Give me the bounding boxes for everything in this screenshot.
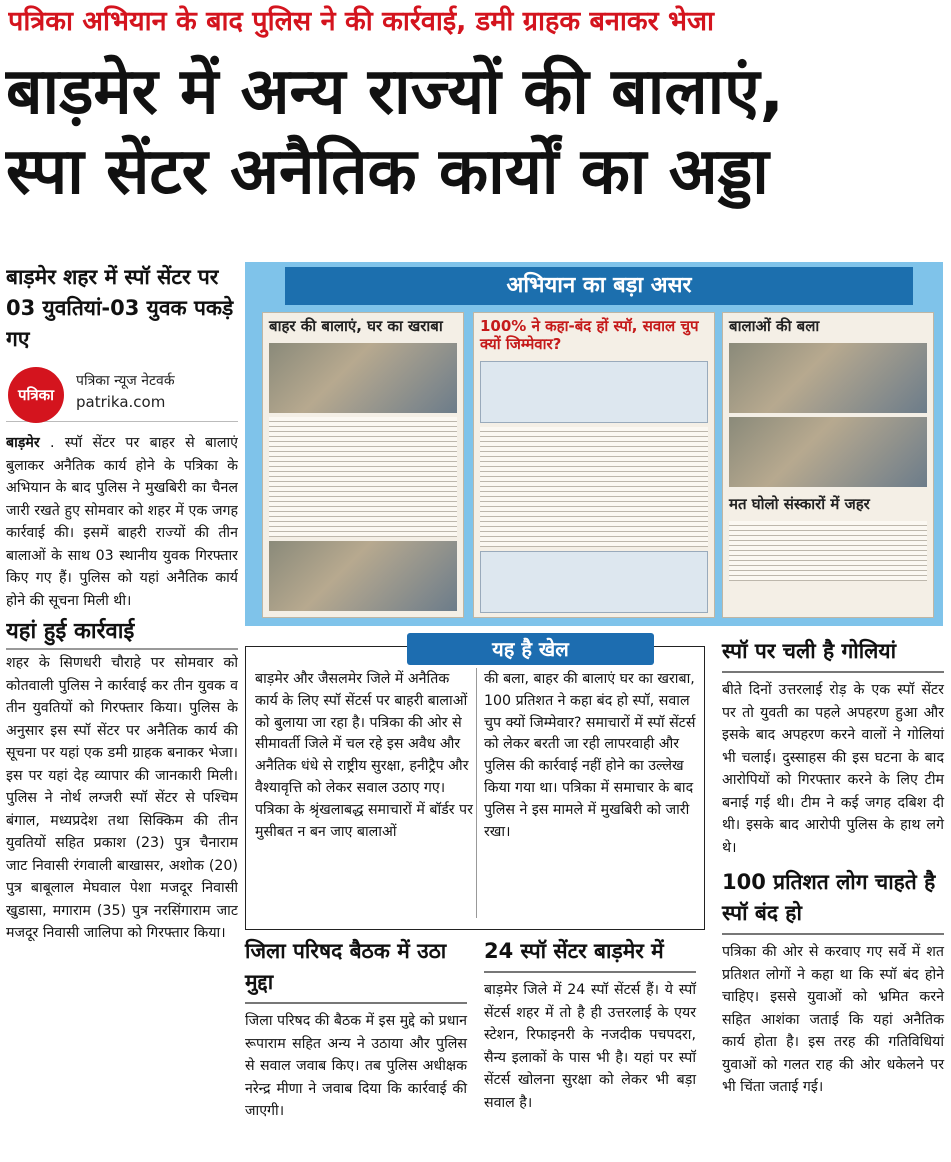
bottom-mid-head: 24 स्पॉ सेंटर बाड़मेर में: [484, 939, 664, 963]
divider: [722, 671, 944, 673]
collage-title: अभियान का बड़ा असर: [285, 267, 913, 305]
bottom-mid-story: [484, 936, 696, 1114]
bottom-left-head: जिला परिषद बैठक में उठा मुद्दा: [245, 939, 447, 994]
clipping-2-text-lines: [480, 427, 708, 547]
clipping-2-survey-box: [480, 361, 708, 423]
column-divider: [476, 668, 477, 918]
intro-text: . स्पॉ सेंटर पर बाहर से बालाएं बुलाकर अनैतिक कार्य होने के पत्रिका के अभियान के बाद पुलिस ने मुखबिरी का चैनल जारी रखते हुए सोमवार को शहर में एक जगह कार्रवाई की। इसमें बाहरी राज्यों की तीन बालाओं के साथ 03 स्थानीय युवक गिरफ्तार किए गए हैं। पुलिस को यहां अनैतिक कार्य होने की सूचना मिली थी।: [6, 435, 238, 609]
clipping-1-photo-2: [269, 541, 457, 611]
divider: [484, 971, 696, 973]
byline-site[interactable]: patrika.com: [76, 393, 166, 411]
left-column: [6, 262, 238, 1158]
right-column: [722, 636, 944, 1099]
centre-box-label: यह है खेल: [407, 633, 654, 665]
clipping-3-text-lines: [729, 521, 927, 581]
clipping-1: [262, 312, 464, 618]
main-headline: [6, 52, 946, 212]
clipping-2-head: 100% ने कहा-बंद हों स्पॉ, सवाल चुप क्यों जिम्मेवार?: [480, 317, 699, 353]
divider: [722, 933, 944, 935]
bottom-mid-text: बाड़मेर जिले में 24 स्पॉ सेंटर्स हैं। ये स्पॉ सेंटर्स शहर में तो है ही उत्तरलाई के एयर स्टेशन, रिफाइनरी के नजदीक पचपदरा, सैन्य इलाकों के पास भी है। यहां पर स्पॉ सेंटर्स खोलना सुरक्षा को लेकर भी बड़ा सवाल है।: [484, 982, 696, 1111]
kicker-line: पत्रिका अभियान के बाद पुलिस ने की कार्रवाई, डमी ग्राहक बनाकर भेजा: [8, 6, 715, 37]
intro-paragraph: [6, 432, 238, 612]
clipping-2-box-2: [480, 551, 708, 613]
right-text-2: पत्रिका की ओर से करवाए गए सर्वे में शत प्रतिशत लोगों ने कहा था कि स्पॉ बंद होने चाहिए। इससे युवाओं को भ्रमित करने सहित आशंका जताई कि यहां अनैतिक कार्य होता है। इस तरह की गतिविधियां युवाओं को गलत राह की ओर धकेलने पर भी चिंता जताई गई।: [722, 944, 944, 1095]
byline: [6, 365, 238, 422]
left-subhead: बाड़मेर शहर में स्पॉ सेंटर पर 03 युवतियां-03 युवक पकड़े गए: [6, 265, 234, 351]
right-text-1: बीते दिनों उत्तरलाई रोड़ के एक स्पॉ सेंटर पर तो युवती का पहले अपहरण हुआ और इसके बाद अपहरण करने वालों ने गोलियां भी चलाई। दुस्साहस की इस घटना के बाद आरोपियों को गिरफ्तार करने के लिए टीम बनाई गई थी। टीम ने कई जगह दबिश दी थी। इसके बाद आरोपी पुलिस के हाथ लगे थे।: [722, 682, 944, 856]
clipping-1-text-lines: [269, 417, 457, 537]
clipping-3-subhead: मत घोलो संस्कारों में जहर: [729, 495, 870, 513]
clipping-3: [722, 312, 934, 618]
right-head-2: 100 प्रतिशत लोग चाहते है स्पॉ बंद हो: [722, 870, 936, 925]
divider: [245, 1002, 467, 1004]
left-section-head: यहां हुई कार्रवाई: [6, 616, 238, 650]
right-head-1: स्पॉ पर चली है गोलियां: [722, 639, 897, 663]
centre-col-1: बाड़मेर और जैसलमेर जिले में अनैतिक कार्य के लिए स्पॉ सेंटर्स पर बाहरी बालाओं को बुलाया जा रहा है। पत्रिका की ओर से सीमावर्ती जिले में चल रहे इस अवैध और अनैतिक धंधे से राष्ट्रीय सुरक्षा, हनीट्रैप और वैश्यावृत्ति को लेकर सवाल उठाए गए। पत्रिका के श्रृंखलाबद्ध समाचारों में बॉर्डर पर मुसीबत न बन जाए बालाओं: [255, 671, 473, 840]
bottom-left-text: जिला परिषद की बैठक में इस मुद्दे को प्रधान रूपाराम सहित अन्य ने उठाया और पुलिस से सवाल जवाब किए। तब पुलिस अधीक्षक नरेन्द्र मीणा ने जवाब दिया कि कार्रवाई की जाएगी।: [245, 1013, 467, 1119]
clipping-2: [473, 312, 715, 618]
byline-name: पत्रिका न्यूज नेटवर्क: [76, 373, 175, 389]
clipping-3-photo-2: [729, 417, 927, 487]
left-section-text: शहर के सिणधरी चौराहे पर सोमवार को कोतवाली पुलिस ने कार्रवाई कर तीन युवक व तीन युवतियों को गिरफ्तार किया। पुलिस के अनुसार इस स्पॉ सेंटर पर अनैतिक कार्य की सूचना पर यहां एक डमी ग्राहक बनाकर भेजा। इस पर यहां देह व्यापार की जानकारी मिली। पुलिस ने नोर्थ लग्जरी स्पॉ सेंटर से पश्चिम बंगाल, मध्यप्रदेश तथा सिक्किम की तीन युवतियों सहित प्रकाश (23) पुत्र चैनाराम जाट निवासी रंगवाली बाखासर, अशोक (20) पुत्र बाबूलाल मेघवाल पेशा मजदूर निवासी खुडासा, मगाराम (35) पुत्र नरसिंगाराम जाट मजदूर निवासी जालिपा को गिरफ्तार किया।: [6, 655, 238, 941]
headline-line-1: बाड़मेर में अन्य राज्यों की बालाएं,: [6, 55, 784, 129]
bottom-left-story: [245, 936, 467, 1123]
clipping-1-photo: [269, 343, 457, 413]
clipping-3-photo: [729, 343, 927, 413]
dateline: बाड़मेर: [6, 435, 40, 451]
headline-line-2: स्पा सेंटर अनैतिक कार्यों का अड्डा: [6, 135, 769, 209]
patrika-logo: पत्रिका: [8, 367, 64, 423]
clipping-1-head: बाहर की बालाएं, घर का खराबा: [269, 317, 443, 335]
centre-col-2: की बला, बाहर की बालाएं घर का खराबा, 100 प्रतिशत ने कहा बंद हो स्पॉ, सवाल चुप क्यों जिम्मेवार? समाचारों में स्पॉ सेंटर्स को लेकर बरती जा रही लापरवाही और पुलिस की कार्रवाई नहीं होने का उल्लेख किया गया था। पत्रिका में समाचार के बाद पुलिस ने इस मामले में मुखबिरी को जारी रखा।: [484, 671, 696, 840]
clipping-3-head: बालाओं की बला: [729, 317, 820, 335]
